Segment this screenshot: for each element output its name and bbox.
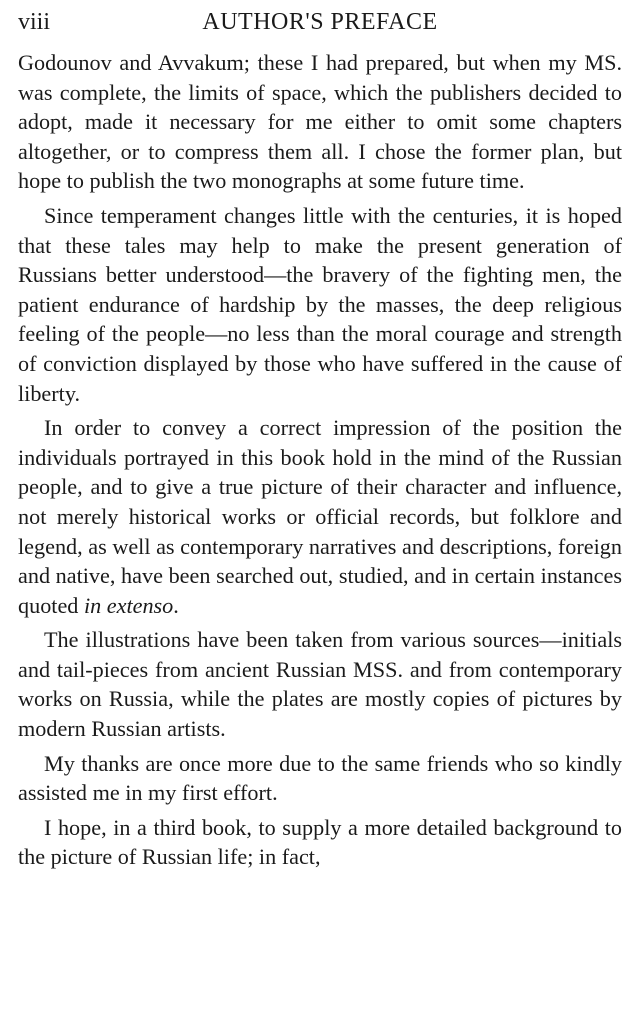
paragraph-sources-end: .	[173, 592, 179, 618]
paragraph-continuation: Godounov and Avvakum; these I had prepared, but when my MS. was complete, the limits of space, which the publishers decided to adopt, made it necessary for me either to omit some chapters altogether, or to compress them all. I chose the former plan, but hope to publish the two monographs at some future time.	[18, 50, 622, 194]
paragraph-third-book: I hope, in a third book, to supply a more detailed background to the picture of Russian life; in fact,	[18, 814, 622, 870]
page-header	[18, 6, 622, 38]
body-text	[18, 48, 622, 872]
page-number: viii	[18, 9, 51, 35]
paragraph-temperament: Since temperament changes little with the centuries, it is hoped that these tales may help to make the present generation of Russians better understood—the bravery of the fighting men, the patient endurance of hardship by the masses, the deep religious feeling of the people—no less than the moral courage and strength of conviction displayed by those who have suffered in the cause of liberty.	[18, 202, 622, 406]
running-head: AUTHOR'S PREFACE	[202, 9, 438, 35]
paragraph-sources-text: In order to convey a correct impression of the position the individuals portrayed in this book hold in the mind of the Russian people, and to give a true picture of their character and influence, not merely historical works or official records, but folklore and legend, as well as contemporary narratives and descriptions, foreign and native, have been searched out, studied, and in certain instances quoted	[18, 415, 622, 618]
paragraph-sources-italic: in extenso	[83, 592, 174, 618]
paragraph-sources	[18, 413, 622, 620]
paragraph-illustrations: The illustrations have been taken from various sources—initials and tail-pieces from ancient Russian MSS. and from contemporary works on Russia, while the plates are mostly copies of pictures by modern Russian artists.	[18, 627, 622, 742]
paragraph-thanks: My thanks are once more due to the same friends who so kindly assisted me in my first effort.	[18, 750, 622, 806]
